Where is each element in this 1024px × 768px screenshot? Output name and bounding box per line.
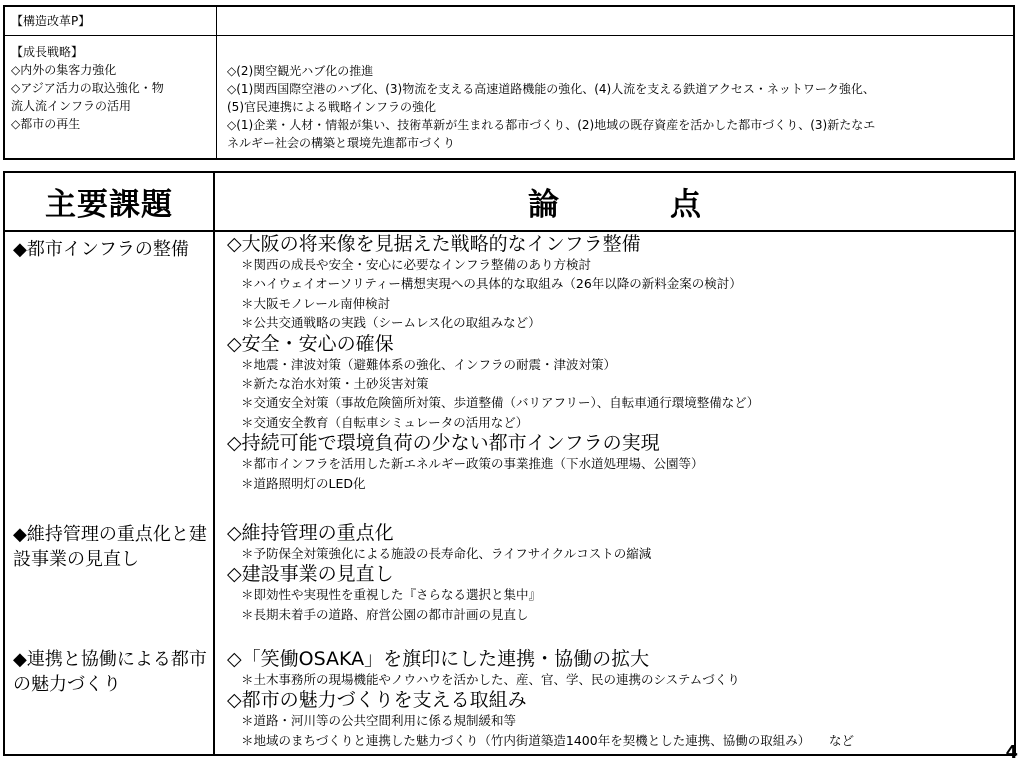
growth-strategy-detail (227, 62, 875, 152)
growth-strategy-line: 【成長戦略】 (11, 45, 84, 59)
topic-bullet: ＊土木事務所の現場機能やノウハウを活かした、産、官、学、民の連携のシステムづくり (241, 672, 740, 687)
growth-strategy-line: ◇アジア活力の取込強化・物 (11, 81, 164, 95)
topics-maintenance-and-construction (227, 522, 651, 624)
topic-bullet: ＊長期未着手の道路、府営公園の都市計画の見直し (241, 606, 529, 622)
topic-bullet: ＊関西の成長や安全・安心に必要なインフラ整備のあり方検討 (241, 257, 592, 272)
strategy-detail-line: (5)官民連携による戦略インフラの強化 (227, 100, 436, 114)
growth-strategy-line: 流人流インフラの活用 (11, 99, 132, 113)
strategy-detail-line: ネルギー社会の構築と環境先進都市づくり (227, 136, 456, 150)
header-main-issues: 主要課題 (45, 187, 173, 223)
topic-bullet: ＊地震・津波対策（避難体系の強化、インフラの耐震・津波対策） (241, 356, 617, 372)
topic-title: ◇維持管理の重点化 (227, 522, 394, 544)
topics-collaboration-city-appeal (227, 648, 854, 750)
structural-reform-label: 【構造改革P】 (11, 14, 91, 28)
topics-urban-infrastructure (227, 233, 759, 493)
topic-bullet: ＊交通安全対策（事故危険箇所対策、歩道整備（バリアフリー）、自転車通行環境整備など） (241, 395, 760, 411)
strategy-detail-line: ◇(2)関空観光ハブ化の推進 (227, 64, 374, 78)
topic-bullet: ＊ハイウェイオーソリティー構想実現への具体的な取組み（26年以降の新料金案の検討） (241, 276, 742, 292)
column-divider (213, 173, 215, 754)
structural-reform-row (5, 7, 1013, 36)
issue-collaboration-city-appeal: ◆連携と協働による都市の魅力づくり (13, 649, 207, 695)
strategy-summary-table (3, 5, 1015, 160)
topic-title: ◇都市の魅力づくりを支える取組み (227, 689, 527, 712)
growth-strategy-line: ◇都市の再生 (11, 117, 81, 131)
header-discussion-points: 論 点 (528, 187, 741, 223)
topic-title: ◇安全・安心の確保 (227, 332, 394, 355)
topic-title: ◇「笑働OSAKA」を旗印にした連携・協働の拡大 (227, 648, 650, 670)
issue-urban-infrastructure: ◆都市インフラの整備 (13, 239, 189, 260)
topic-title: ◇大阪の将来像を見据えた戦略的なインフラ整備 (227, 233, 641, 255)
topic-bullet: ＊都市インフラを活用した新エネルギー政策の事業推進（下水道処理場、公園等） (241, 456, 704, 472)
table-header (5, 173, 1014, 232)
topic-bullet: ＊地域のまちづくりと連携した魅力づくり（竹内街道築造1400年を契機とした連携、協働の取組み） など (241, 732, 854, 748)
topic-bullet: ＊新たな治水対策・土砂災害対策 (241, 376, 429, 392)
growth-strategy-list (11, 43, 164, 133)
issue-maintenance-and-construction: ◆維持管理の重点化と建設事業の見直し (13, 524, 207, 570)
topic-bullet: ＊予防保全対策強化による施設の長寿命化、ライフサイクルコストの縮減 (241, 546, 652, 561)
topic-bullet: ＊道路・河川等の公共空間利用に係る規制緩和等 (241, 713, 517, 729)
page-number: 4 (1005, 742, 1018, 763)
growth-strategy-row (5, 36, 1013, 160)
topic-title: ◇建設事業の見直し (227, 563, 394, 586)
topic-bullet: ＊道路照明灯のLED化 (241, 475, 366, 491)
topic-bullet: ＊大阪モノレール南伸検討 (241, 295, 391, 311)
strategy-detail-line: ◇(1)企業・人材・情報が集い、技術革新が生まれる都市づくり、(2)地域の既存資産を活かした都市づくり、(3)新たなエ (227, 118, 876, 132)
column-divider (216, 7, 217, 158)
growth-strategy-line: ◇内外の集客力強化 (11, 63, 117, 77)
topic-bullet: ＊交通安全教育（自転車シミュレータの活用など） (241, 414, 529, 430)
issues-table (3, 171, 1016, 756)
topic-bullet: ＊即効性や実現性を重視した『さらなる選択と集中』 (241, 587, 542, 603)
topic-bullet: ＊公共交通戦略の実践（シームレス化の取組みなど） (241, 315, 541, 331)
topic-title: ◇持続可能で環境負荷の少ない都市インフラの実現 (227, 432, 660, 455)
strategy-detail-line: ◇(1)関西国際空港のハブ化、(3)物流を支える高速道路機能の強化、(4)人流を支える鉄道アクセス・ネットワーク強化、 (227, 82, 875, 96)
